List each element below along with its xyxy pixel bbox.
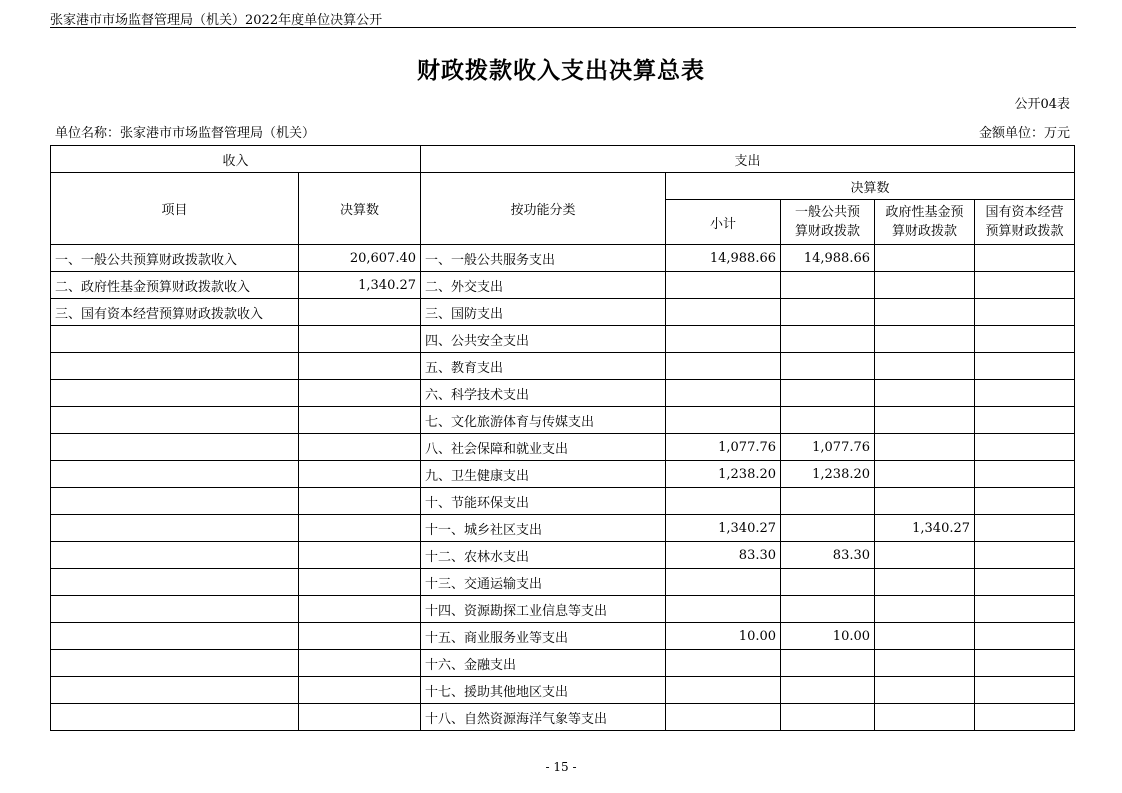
gov-fund-cell xyxy=(875,461,975,488)
subtotal-cell: 1,238.20 xyxy=(666,461,781,488)
function-item-cell: 二、外交支出 xyxy=(421,272,666,299)
general-budget-cell xyxy=(781,596,875,623)
income-item-cell xyxy=(51,569,299,596)
income-amount-cell xyxy=(299,515,421,542)
function-item-cell: 十、节能环保支出 xyxy=(421,488,666,515)
general-budget-cell: 14,988.66 xyxy=(781,245,875,272)
income-amount-cell xyxy=(299,380,421,407)
function-item-cell: 十四、资源勘探工业信息等支出 xyxy=(421,596,666,623)
gov-fund-cell xyxy=(875,488,975,515)
state-capital-cell xyxy=(975,650,1075,677)
function-item-cell: 十五、商业服务业等支出 xyxy=(421,623,666,650)
general-budget-cell xyxy=(781,515,875,542)
general-budget-cell xyxy=(781,380,875,407)
general-budget-cell: 1,238.20 xyxy=(781,461,875,488)
settlement-group-header: 决算数 xyxy=(666,173,1075,200)
table-row xyxy=(51,677,1075,704)
table-row xyxy=(51,569,1075,596)
income-amount-cell xyxy=(299,461,421,488)
gov-fund-header xyxy=(875,200,975,245)
subtotal-cell xyxy=(666,299,781,326)
table-row xyxy=(51,461,1075,488)
subtotal-cell xyxy=(666,380,781,407)
state-capital-header-line2: 预算财政拨款 xyxy=(985,224,1064,239)
income-item-cell xyxy=(51,380,299,407)
gov-fund-header-line1: 政府性基金预 xyxy=(885,205,964,220)
table-row xyxy=(51,434,1075,461)
income-item-cell xyxy=(51,704,299,731)
subtotal-cell xyxy=(666,272,781,299)
income-amount-cell xyxy=(299,434,421,461)
table-row xyxy=(51,353,1075,380)
state-capital-cell xyxy=(975,461,1075,488)
gov-fund-cell xyxy=(875,299,975,326)
state-capital-cell xyxy=(975,569,1075,596)
general-budget-cell: 83.30 xyxy=(781,542,875,569)
income-item-cell xyxy=(51,407,299,434)
income-amount-cell xyxy=(299,596,421,623)
function-item-cell: 十一、城乡社区支出 xyxy=(421,515,666,542)
income-amount-cell xyxy=(299,704,421,731)
state-capital-cell xyxy=(975,704,1075,731)
general-budget-cell xyxy=(781,488,875,515)
income-item-cell xyxy=(51,623,299,650)
function-item-cell: 十二、农林水支出 xyxy=(421,542,666,569)
income-item-cell xyxy=(51,515,299,542)
income-item-cell: 三、国有资本经营预算财政拨款收入 xyxy=(51,299,299,326)
gov-fund-header-line2: 算财政拨款 xyxy=(892,224,958,239)
gov-fund-cell xyxy=(875,569,975,596)
income-item-cell xyxy=(51,596,299,623)
gov-fund-cell xyxy=(875,704,975,731)
state-capital-cell xyxy=(975,677,1075,704)
table-row xyxy=(51,515,1075,542)
subtotal-cell xyxy=(666,407,781,434)
income-amount-cell xyxy=(299,650,421,677)
function-item-cell: 五、教育支出 xyxy=(421,353,666,380)
state-capital-header xyxy=(975,200,1075,245)
function-item-cell: 四、公共安全支出 xyxy=(421,326,666,353)
gov-fund-cell xyxy=(875,596,975,623)
subtotal-cell: 83.30 xyxy=(666,542,781,569)
income-item-cell xyxy=(51,488,299,515)
general-budget-cell xyxy=(781,353,875,380)
subtotal-cell xyxy=(666,326,781,353)
income-amount-cell xyxy=(299,299,421,326)
gov-fund-cell xyxy=(875,245,975,272)
income-item-cell xyxy=(51,542,299,569)
gov-fund-cell xyxy=(875,272,975,299)
item-header: 项目 xyxy=(51,173,299,245)
money-unit: 金额单位：万元 xyxy=(978,126,1070,141)
gov-fund-cell xyxy=(875,650,975,677)
gov-fund-cell xyxy=(875,380,975,407)
state-capital-cell xyxy=(975,434,1075,461)
table-row xyxy=(51,326,1075,353)
income-amount-cell xyxy=(299,488,421,515)
general-budget-cell: 10.00 xyxy=(781,623,875,650)
subtotal-cell: 10.00 xyxy=(666,623,781,650)
header-divider xyxy=(50,27,1076,28)
subtotal-header: 小计 xyxy=(666,200,781,245)
income-item-cell xyxy=(51,677,299,704)
function-item-cell: 十八、自然资源海洋气象等支出 xyxy=(421,704,666,731)
state-capital-cell xyxy=(975,407,1075,434)
subtotal-cell: 1,077.76 xyxy=(666,434,781,461)
fiscal-summary-table xyxy=(50,145,1075,731)
subtotal-cell xyxy=(666,704,781,731)
income-amount-cell: 1,340.27 xyxy=(299,272,421,299)
function-item-cell: 八、社会保障和就业支出 xyxy=(421,434,666,461)
general-budget-cell xyxy=(781,299,875,326)
table-row xyxy=(51,596,1075,623)
general-budget-cell xyxy=(781,569,875,596)
table-row xyxy=(51,245,1075,272)
income-amount-cell xyxy=(299,326,421,353)
gov-fund-cell xyxy=(875,542,975,569)
general-budget-header-line2: 算财政拨款 xyxy=(795,224,861,239)
function-item-cell: 十三、交通运输支出 xyxy=(421,569,666,596)
table-row xyxy=(51,407,1075,434)
income-item-cell xyxy=(51,353,299,380)
table-row xyxy=(51,299,1075,326)
income-item-cell: 一、一般公共预算财政拨款收入 xyxy=(51,245,299,272)
general-budget-cell: 1,077.76 xyxy=(781,434,875,461)
income-item-cell xyxy=(51,326,299,353)
gov-fund-cell xyxy=(875,623,975,650)
page-number: - 15 - xyxy=(545,760,577,774)
income-amount-cell xyxy=(299,407,421,434)
gov-fund-cell xyxy=(875,407,975,434)
subtotal-cell: 1,340.27 xyxy=(666,515,781,542)
general-budget-cell xyxy=(781,650,875,677)
state-capital-cell xyxy=(975,515,1075,542)
subtotal-cell xyxy=(666,488,781,515)
income-amount-cell xyxy=(299,353,421,380)
income-amount-cell xyxy=(299,677,421,704)
state-capital-cell xyxy=(975,326,1075,353)
income-item-cell xyxy=(51,434,299,461)
general-budget-cell xyxy=(781,407,875,434)
income-item-cell xyxy=(51,650,299,677)
general-budget-cell xyxy=(781,677,875,704)
gov-fund-cell xyxy=(875,353,975,380)
income-amount-cell: 20,607.40 xyxy=(299,245,421,272)
state-capital-cell xyxy=(975,380,1075,407)
subtotal-cell xyxy=(666,569,781,596)
state-capital-cell xyxy=(975,299,1075,326)
state-capital-cell xyxy=(975,245,1075,272)
settlement-header: 决算数 xyxy=(299,173,421,245)
income-item-cell xyxy=(51,461,299,488)
general-budget-cell xyxy=(781,704,875,731)
state-capital-cell xyxy=(975,623,1075,650)
income-header: 收入 xyxy=(51,146,421,173)
general-budget-cell xyxy=(781,272,875,299)
gov-fund-cell xyxy=(875,326,975,353)
general-budget-header-line1: 一般公共预 xyxy=(795,205,861,220)
state-capital-header-line1: 国有资本经营 xyxy=(985,205,1064,220)
function-item-cell: 一、一般公共服务支出 xyxy=(421,245,666,272)
function-item-cell: 六、科学技术支出 xyxy=(421,380,666,407)
income-item-cell: 二、政府性基金预算财政拨款收入 xyxy=(51,272,299,299)
table-row xyxy=(51,623,1075,650)
state-capital-cell xyxy=(975,596,1075,623)
state-capital-cell xyxy=(975,542,1075,569)
state-capital-cell xyxy=(975,353,1075,380)
subtotal-cell xyxy=(666,650,781,677)
table-row xyxy=(51,704,1075,731)
function-item-cell: 十六、金融支出 xyxy=(421,650,666,677)
gov-fund-cell xyxy=(875,677,975,704)
general-budget-cell xyxy=(781,326,875,353)
table-row xyxy=(51,542,1075,569)
general-budget-header xyxy=(781,200,875,245)
gov-fund-cell: 1,340.27 xyxy=(875,515,975,542)
function-item-cell: 十七、援助其他地区支出 xyxy=(421,677,666,704)
table-row xyxy=(51,272,1075,299)
function-item-cell: 七、文化旅游体育与传媒支出 xyxy=(421,407,666,434)
table-row xyxy=(51,650,1075,677)
expense-header: 支出 xyxy=(421,146,1075,173)
subtotal-cell xyxy=(666,596,781,623)
function-item-cell: 九、卫生健康支出 xyxy=(421,461,666,488)
income-amount-cell xyxy=(299,569,421,596)
income-amount-cell xyxy=(299,623,421,650)
page-title: 财政拨款收入支出决算总表 xyxy=(417,57,705,84)
subtotal-cell xyxy=(666,353,781,380)
state-capital-cell xyxy=(975,272,1075,299)
running-head: 张家港市市场监督管理局（机关）2022年度单位决算公开 xyxy=(50,13,383,28)
table-row xyxy=(51,380,1075,407)
table-row xyxy=(51,488,1075,515)
gov-fund-cell xyxy=(875,434,975,461)
function-item-cell: 三、国防支出 xyxy=(421,299,666,326)
function-header: 按功能分类 xyxy=(421,173,666,245)
unit-name: 单位名称：张家港市市场监督管理局（机关） xyxy=(55,126,316,141)
income-amount-cell xyxy=(299,542,421,569)
state-capital-cell xyxy=(975,488,1075,515)
form-number: 公开04表 xyxy=(1014,97,1070,112)
subtotal-cell xyxy=(666,677,781,704)
subtotal-cell: 14,988.66 xyxy=(666,245,781,272)
